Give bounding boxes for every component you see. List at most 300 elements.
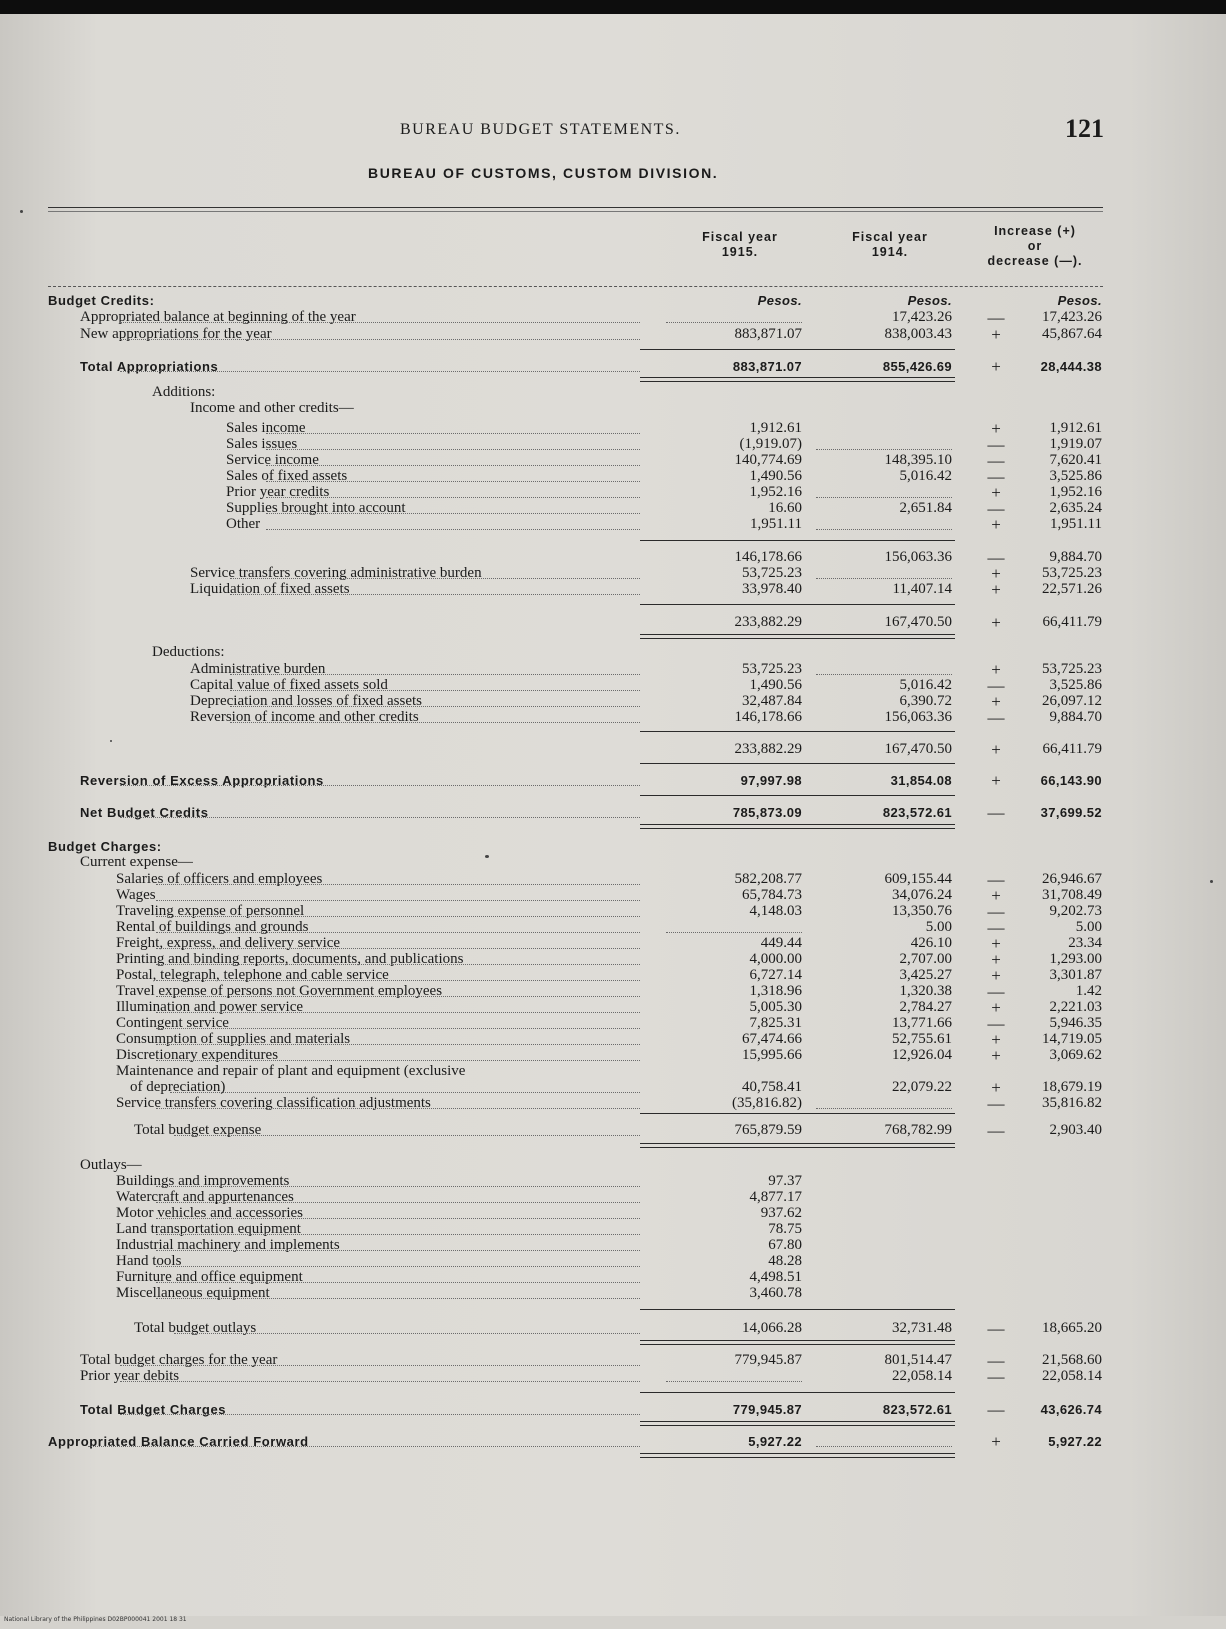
running-head: BUREAU BUDGET STATEMENTS. [400, 121, 681, 138]
change-value: 66,411.79 [1042, 614, 1102, 630]
fy1915-value: 15,995.66 [742, 1047, 802, 1063]
total-double-rule [790, 1143, 955, 1148]
fy1915-value: 40,758.41 [742, 1079, 802, 1095]
change-value: 17,423.26 [1042, 309, 1102, 325]
table-row [0, 1122, 1226, 1139]
sum-rule [790, 763, 955, 764]
fy1914-value: 13,771.66 [892, 1015, 952, 1031]
fy1914-value: 426.10 [910, 935, 952, 951]
fy1914-value: 13,350.76 [892, 903, 952, 919]
table-row [0, 1205, 1226, 1222]
row-label: Income and other credits— [190, 400, 354, 416]
change-value: 9,884.70 [1049, 549, 1102, 565]
change-sign: + [991, 325, 1001, 344]
fy1915-value: 78.75 [768, 1221, 802, 1237]
table-row [0, 693, 1226, 710]
fy1914-value: 156,063.36 [884, 709, 952, 725]
print-speck [110, 740, 112, 742]
leader-dots [156, 1012, 640, 1013]
row-label: Budget Charges: [48, 839, 162, 854]
page-number: 121 [1065, 114, 1104, 143]
leader-dots [156, 1202, 640, 1203]
change-value: 3,069.62 [1049, 1047, 1102, 1063]
row-label: Discretionary expenditures [116, 1047, 279, 1063]
leader-dots [174, 1135, 640, 1136]
leader-dots [156, 964, 640, 965]
table-row [0, 292, 1226, 309]
fy1914-value: 12,926.04 [892, 1047, 952, 1063]
change-sign: — [987, 708, 1005, 727]
row-label: of depreciation) [130, 1079, 226, 1095]
fy1914-value: 22,058.14 [892, 1368, 952, 1384]
change-value: 28,444.38 [1040, 359, 1102, 374]
sum-rule [640, 731, 805, 732]
table-row [0, 999, 1226, 1016]
row-label: Buildings and improvements [116, 1173, 290, 1189]
row-label: New appropriations for the year [80, 326, 272, 342]
fy1915-value: 7,825.31 [749, 1015, 802, 1031]
table-row [0, 1401, 1226, 1418]
sum-rule [790, 604, 955, 605]
fy1915-value: 883,871.07 [732, 359, 802, 374]
change-value: 1.42 [1075, 983, 1102, 999]
table-row [0, 935, 1226, 952]
leader-dots [156, 932, 640, 933]
leader-dots [230, 722, 640, 723]
sum-rule [640, 1309, 805, 1310]
leader-dots [156, 1266, 640, 1267]
column-header-change-line3: decrease (—). [987, 254, 1083, 268]
sum-rule [640, 1113, 805, 1114]
row-label: Net Budget Credits [80, 805, 209, 820]
sum-rule [790, 1113, 955, 1114]
column-header-fy1914-line2: 1914. [871, 245, 909, 259]
change-sign: + [991, 613, 1001, 632]
change-value: 66,411.79 [1042, 741, 1102, 757]
row-label: Outlays— [80, 1157, 142, 1173]
change-sign: — [987, 1121, 1005, 1140]
leader-dots [156, 996, 640, 997]
fy1915-value: 32,487.84 [742, 693, 802, 709]
total-double-rule [790, 634, 955, 639]
table-row [0, 1320, 1226, 1337]
fy1914-value: 52,755.61 [892, 1031, 952, 1047]
row-label: Service income [226, 452, 319, 468]
table-row [0, 614, 1226, 631]
fy1915-value: 97.37 [768, 1173, 802, 1189]
row-label: Current expense— [80, 854, 193, 870]
fy1915-value: 779,945.87 [734, 1352, 802, 1368]
fy1914-value: 156,063.36 [884, 549, 952, 565]
change-value: 1,951.11 [1050, 516, 1102, 532]
leader-dots [156, 1108, 640, 1109]
row-label: Motor vehicles and accessories [116, 1205, 304, 1221]
row-label: Miscellaneous equipment [116, 1285, 270, 1301]
row-label: Industrial machinery and implements [116, 1237, 340, 1253]
row-label: Contingent service [116, 1015, 229, 1031]
leader-dots [156, 1060, 640, 1061]
fy1914-value: 5,016.42 [899, 468, 952, 484]
row-label: Supplies brought into account [226, 500, 406, 516]
table-row [0, 468, 1226, 485]
leader-dots [156, 1298, 640, 1299]
row-label: Depreciation and losses of fixed assets [190, 693, 423, 709]
bureau-title: BUREAU OF CUSTOMS, CUSTOM DIVISION. [368, 165, 719, 181]
fy1914-value: 838,003.43 [884, 326, 952, 342]
row-label: Freight, express, and delivery service [116, 935, 341, 951]
column-header-fy1915 [670, 230, 810, 260]
total-double-rule [640, 1340, 805, 1345]
row-label: Sales income [226, 420, 306, 436]
fy1915-value: (1,919.07) [739, 436, 802, 452]
fy1914-value: 167,470.50 [884, 741, 952, 757]
fy1915-value: 3,460.78 [749, 1285, 802, 1301]
table-row [0, 1063, 1226, 1080]
table-row [0, 644, 1226, 661]
leader-dots [156, 980, 640, 981]
fy1914-value: Pesos. [907, 293, 952, 308]
fy1914-value: 31,854.08 [890, 773, 952, 788]
fy1915-value: 140,774.69 [734, 452, 802, 468]
row-label: Deductions: [152, 644, 225, 660]
fy1915-value: 48.28 [768, 1253, 802, 1269]
fy1915-value: 779,945.87 [732, 1402, 802, 1417]
change-sign: — [987, 451, 1005, 470]
footer-note: National Library of the Philippines D02BP000041 2001 18 31 [4, 1616, 187, 1623]
row-label: Reversion of income and other credits [190, 709, 419, 725]
row-label: Other [226, 516, 261, 532]
row-label: Total budget charges for the year [80, 1352, 278, 1368]
fy1914-value: 1,320.38 [899, 983, 952, 999]
leader-dots [156, 1044, 640, 1045]
change-value: 5.00 [1075, 919, 1102, 935]
change-value: 18,679.19 [1042, 1079, 1102, 1095]
change-sign: — [987, 676, 1005, 695]
total-double-rule [640, 634, 805, 639]
row-label: Total Appropriations [80, 359, 219, 374]
total-double-rule [790, 377, 955, 382]
fy1915-value: 14,066.28 [742, 1320, 802, 1336]
table-row [0, 1269, 1226, 1286]
total-double-rule [640, 1421, 805, 1426]
leader-dots [156, 900, 640, 901]
fy1915-value: 883,871.07 [734, 326, 802, 342]
change-value: 5,946.35 [1049, 1015, 1102, 1031]
leader-dots [120, 1365, 640, 1366]
row-label: Travel expense of persons not Government employees [116, 983, 443, 999]
table-row [0, 983, 1226, 1000]
total-double-rule [790, 1453, 955, 1458]
row-label: Traveling expense of personnel [116, 903, 305, 919]
table-row [0, 400, 1226, 417]
change-value: Pesos. [1057, 293, 1102, 308]
change-value: 18,665.20 [1042, 1320, 1102, 1336]
fy1915-value: 4,498.51 [749, 1269, 802, 1285]
table-row [0, 919, 1226, 936]
row-label: Budget Credits: [48, 293, 155, 308]
table-row [0, 549, 1226, 566]
row-label: Prior year credits [226, 484, 330, 500]
change-sign: + [991, 950, 1001, 969]
change-sign: + [991, 1030, 1001, 1049]
leader-dots [174, 1333, 640, 1334]
table-row [0, 581, 1226, 598]
column-header-fy1914 [820, 230, 960, 260]
leader-dots [120, 785, 640, 786]
fy1914-value: 823,572.61 [882, 805, 952, 820]
fy1915-value: 1,952.16 [749, 484, 802, 500]
top-rule [48, 207, 1103, 208]
change-value: 3,525.86 [1049, 468, 1102, 484]
leader-dots [156, 948, 640, 949]
change-sign: + [991, 564, 1001, 583]
row-label: Printing and binding reports, documents, and publications [116, 951, 464, 967]
change-value: 2,903.40 [1049, 1122, 1102, 1138]
table-row [0, 854, 1226, 871]
change-sign: — [987, 548, 1005, 567]
column-header-fy1914-line1: Fiscal year [852, 230, 928, 244]
table-row [0, 677, 1226, 694]
row-label: Sales of fixed assets [226, 468, 348, 484]
table-row [0, 1433, 1226, 1450]
leader-dots [156, 1282, 640, 1283]
change-sign: + [991, 998, 1001, 1017]
change-sign: + [991, 886, 1001, 905]
fy1914-value: 148,395.10 [884, 452, 952, 468]
row-label: Liquidation of fixed assets [190, 581, 350, 597]
total-double-rule [790, 1421, 955, 1426]
row-label: Total budget expense [134, 1122, 262, 1138]
change-value: 45,867.64 [1042, 326, 1102, 342]
change-sign: — [987, 1094, 1005, 1113]
leader-dots [230, 706, 640, 707]
change-sign: + [991, 771, 1001, 790]
fy1915-value: 785,873.09 [732, 805, 802, 820]
table-row [0, 1047, 1226, 1064]
row-label: Wages [116, 887, 156, 903]
leader-dots [230, 690, 640, 691]
fy1914-value: 5,016.42 [899, 677, 952, 693]
fy1915-value: 6,727.14 [749, 967, 802, 983]
row-label: Maintenance and repair of plant and equipment (exclusive [116, 1063, 466, 1079]
change-value: 66,143.90 [1040, 773, 1102, 788]
fy1914-value: 5.00 [925, 919, 952, 935]
fy1915-value: 53,725.23 [742, 661, 802, 677]
table-row [0, 871, 1226, 888]
change-sign: — [987, 308, 1005, 327]
fy1914-value: 11,407.14 [892, 581, 952, 597]
leader-dots [156, 1218, 640, 1219]
table-row [0, 951, 1226, 968]
change-sign: + [991, 1078, 1001, 1097]
table-row [0, 772, 1226, 789]
fy1914-value: 2,707.00 [899, 951, 952, 967]
total-double-rule [790, 1340, 955, 1345]
row-label: Watercraft and appurtenances [116, 1189, 294, 1205]
table-row [0, 1079, 1226, 1096]
header-rule [48, 286, 1103, 287]
change-sign: + [991, 966, 1001, 985]
fy1915-value: 937.62 [760, 1205, 802, 1221]
fy1914-value: 22,079.22 [892, 1079, 952, 1095]
change-sign: + [991, 483, 1001, 502]
fy1915-value: 1,951.11 [750, 516, 802, 532]
fy1915-value: (35,816.82) [732, 1095, 802, 1111]
change-sign: + [991, 934, 1001, 953]
leader-dots [156, 1186, 640, 1187]
row-label: Reversion of Excess Appropriations [80, 773, 324, 788]
change-sign: — [987, 918, 1005, 937]
table-row [0, 741, 1226, 758]
sum-rule [640, 763, 805, 764]
fy1915-value: 67,474.66 [742, 1031, 802, 1047]
sum-rule [640, 349, 805, 350]
total-double-rule [640, 1143, 805, 1148]
fy1915-value: 65,784.73 [742, 887, 802, 903]
leader-dots [120, 1414, 640, 1415]
change-value: 9,202.73 [1049, 903, 1102, 919]
fy1914-value: 768,782.99 [884, 1122, 952, 1138]
fy1914-value: 855,426.69 [882, 359, 952, 374]
fy1914-value: 801,514.47 [884, 1352, 952, 1368]
change-value: 37,699.52 [1040, 805, 1102, 820]
change-value: 22,058.14 [1042, 1368, 1102, 1384]
row-label: Prior year debits [80, 1368, 180, 1384]
table-row [0, 661, 1226, 678]
sum-rule [640, 795, 805, 796]
row-label: Service transfers covering administrative burden [190, 565, 482, 581]
table-row [0, 838, 1226, 855]
change-sign: + [991, 1432, 1001, 1451]
change-value: 53,725.23 [1042, 565, 1102, 581]
change-sign: + [991, 580, 1001, 599]
fy1915-value: 146,178.66 [734, 549, 802, 565]
fy1914-value: 3,425.27 [899, 967, 952, 983]
change-sign: — [987, 499, 1005, 518]
table-row [0, 565, 1226, 582]
fy1914-value: 32,731.48 [892, 1320, 952, 1336]
print-speck [485, 855, 489, 858]
leader-dots [156, 1250, 640, 1251]
row-label: Postal, telegraph, telephone and cable service [116, 967, 389, 983]
fy1915-value: 765,879.59 [734, 1122, 802, 1138]
column-header-fy1915-line2: 1915. [721, 245, 759, 259]
change-value: 53,725.23 [1042, 661, 1102, 677]
fy1915-value: 4,000.00 [749, 951, 802, 967]
leader-dots [88, 1446, 640, 1447]
row-label: Service transfers covering classification adjustments [116, 1095, 431, 1111]
fy1915-value: 449.44 [760, 935, 802, 951]
change-value: 3,301.87 [1049, 967, 1102, 983]
leader-dots [230, 578, 640, 579]
table-row [0, 1352, 1226, 1369]
row-label: Salaries of officers and employees [116, 871, 323, 887]
table-row [0, 709, 1226, 726]
change-sign: + [991, 419, 1001, 438]
change-value: 22,571.26 [1042, 581, 1102, 597]
total-double-rule [640, 824, 805, 829]
fy1915-value: 5,005.30 [749, 999, 802, 1015]
change-value: 35,816.82 [1042, 1095, 1102, 1111]
fy1915-value: 233,882.29 [734, 741, 802, 757]
fy1915-value: 67.80 [768, 1237, 802, 1253]
sum-rule [790, 349, 955, 350]
fy1915-value: 1,490.56 [749, 468, 802, 484]
row-label: Rental of buildings and grounds [116, 919, 309, 935]
fy1914-value: 609,155.44 [884, 871, 952, 887]
table-row [0, 1285, 1226, 1302]
change-sign: — [987, 870, 1005, 889]
table-row [0, 1095, 1226, 1112]
fy1915-value: 582,208.77 [734, 871, 802, 887]
table-row [0, 1189, 1226, 1206]
fy1915-value: 1,912.61 [749, 420, 802, 436]
leader-dots [120, 371, 640, 372]
row-label: Capital value of fixed assets sold [190, 677, 388, 693]
leader-dots [120, 1381, 640, 1382]
table-row [0, 309, 1226, 326]
sum-rule [790, 1309, 955, 1310]
total-double-rule [640, 1453, 805, 1458]
table-row [0, 887, 1226, 904]
print-speck [20, 210, 23, 213]
sum-rule [640, 540, 805, 541]
change-value: 1,952.16 [1049, 484, 1102, 500]
fy1915-value: 1,318.96 [749, 983, 802, 999]
change-sign: + [991, 740, 1001, 759]
change-sign: — [987, 1400, 1005, 1419]
fy1915-value: 16.60 [768, 500, 802, 516]
fy1915-value: 4,877.17 [749, 1189, 802, 1205]
table-row [0, 804, 1226, 821]
table-row [0, 420, 1226, 437]
row-label: Furniture and office equipment [116, 1269, 303, 1285]
fy1914-value: 2,651.84 [899, 500, 952, 516]
leader-dots [120, 817, 640, 818]
leader-dots [266, 513, 640, 514]
table-row [0, 326, 1226, 343]
column-header-fy1915-line1: Fiscal year [702, 230, 778, 244]
change-sign: — [987, 467, 1005, 486]
fy1915-value: 97,997.98 [740, 773, 802, 788]
change-value: 43,626.74 [1040, 1402, 1102, 1417]
row-label: Total budget outlays [134, 1320, 257, 1336]
fy1914-value: 17,423.26 [892, 309, 952, 325]
table-row [0, 384, 1226, 401]
change-sign: — [987, 435, 1005, 454]
change-value: 9,884.70 [1049, 709, 1102, 725]
change-sign: + [991, 357, 1001, 376]
page-top-edge [0, 0, 1226, 14]
leader-dots [266, 449, 640, 450]
table-row [0, 1157, 1226, 1174]
row-label: Additions: [152, 384, 216, 400]
change-sign: — [987, 1367, 1005, 1386]
table-row [0, 436, 1226, 453]
change-sign: + [991, 692, 1001, 711]
top-rule-inner [48, 211, 1103, 212]
table-row [0, 1173, 1226, 1190]
change-value: 23.34 [1068, 935, 1102, 951]
fy1915-value: 53,725.23 [742, 565, 802, 581]
fy1915-value: 4,148.03 [749, 903, 802, 919]
change-value: 31,708.49 [1042, 887, 1102, 903]
leader-dots [120, 322, 640, 323]
leader-dots [230, 674, 640, 675]
change-sign: — [987, 1351, 1005, 1370]
change-value: 1,293.00 [1049, 951, 1102, 967]
change-sign: — [987, 902, 1005, 921]
